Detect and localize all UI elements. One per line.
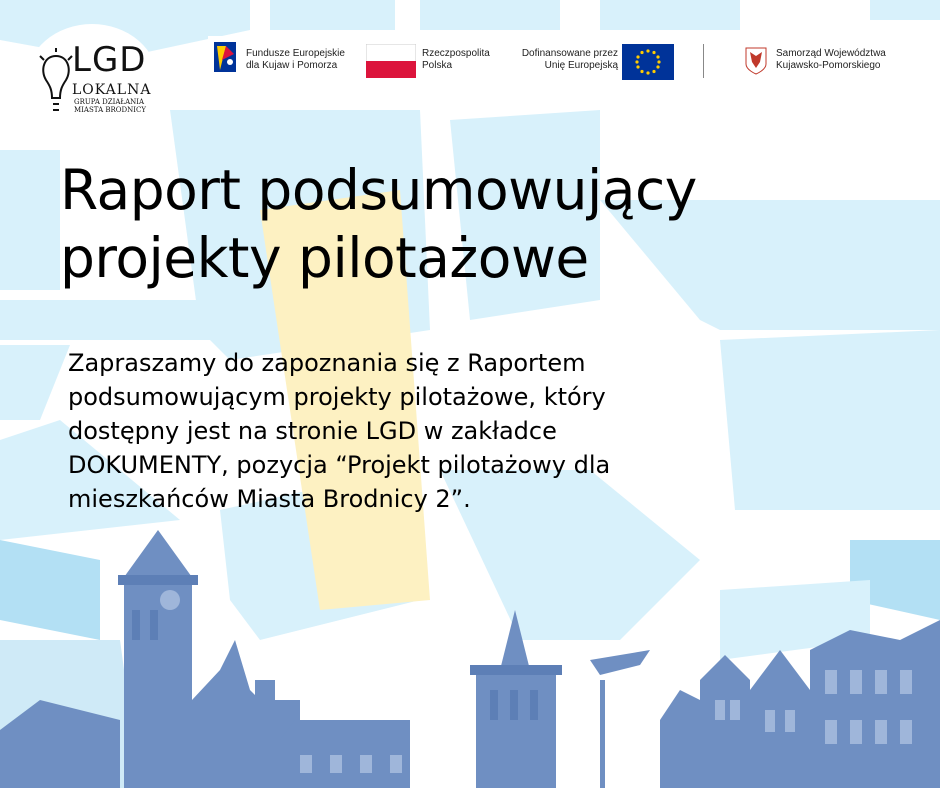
body-line2: podsumowującym projekty pilotażowe, który [68,383,606,411]
fe-logo-text [246,48,345,72]
eu-funds-star-icon [212,40,238,74]
lgd-logo-main-text: LGD [72,40,147,80]
lgd-logo-small-text [74,98,154,114]
rp-line2: Polska [422,60,453,71]
poland-flag-icon [366,44,416,78]
sponsor-logos-bar [208,36,898,92]
body-line4: DOKUMENTY, pozycja “Projekt pilotażowy dla [68,451,611,479]
title-line2: projekty pilotażowe [60,226,589,290]
fe-line2: dla Kujaw i Pomorza [246,60,338,71]
lgd-logo-line2: LOKALNA [72,82,152,98]
sponsor-divider [703,44,704,78]
sw-line1: Samorząd Województwa [776,48,886,59]
rp-line1: Rzeczpospolita [422,48,490,59]
sw-line2: Kujawsko-Pomorskiego [776,60,881,71]
eu-logo-text [514,48,618,72]
lgd-logo-line4: MIASTA BRODNICY [74,106,146,114]
lgd-logo-line3: GRUPA DZIAŁANIA [74,98,145,106]
title-line1: Raport podsumowujący [60,158,697,222]
page-title [60,156,697,292]
lightbulb-icon [36,48,76,128]
eu-line2: Unię Europejską [544,60,618,71]
body-line3: dostępny jest na stronie LGD w zakładce [68,417,557,445]
sw-logo-text [776,48,886,72]
rp-logo-text [422,48,490,72]
eu-line1: Dofinansowane przez [521,48,618,59]
announcement-text [68,346,788,516]
eu-flag-icon [622,44,674,80]
body-line1: Zapraszamy do zapoznania się z Raportem [68,349,586,377]
fe-line1: Fundusze Europejskie [246,48,345,59]
griffin-crest-icon [744,46,768,76]
body-line5: mieszkańców Miasta Brodnicy 2”. [68,485,471,513]
